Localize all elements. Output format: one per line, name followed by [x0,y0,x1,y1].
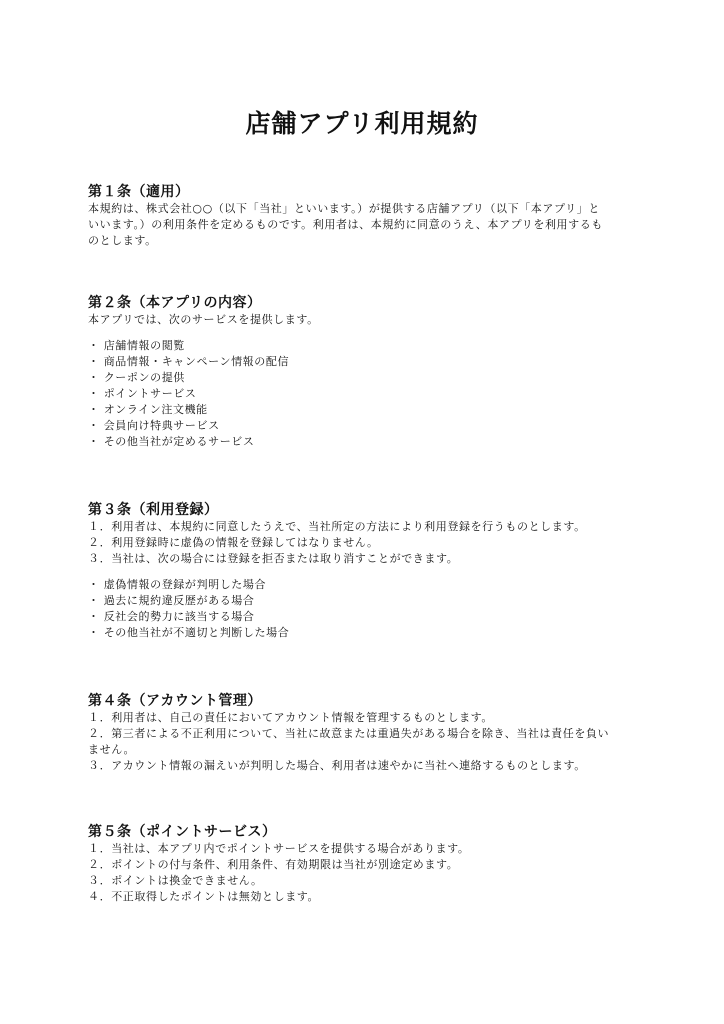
numbered-item: ３．アカウント情報の漏えいが判明した場合、利用者は速やかに当社へ連絡するものとします。 [88,759,586,772]
article-5 [88,823,648,905]
article-text-line: 本規約は、株式会社○○（以下「当社」といいます。）が提供する店舗アプリ（以下「本アプリ」と [88,202,600,215]
article-2 [88,294,648,450]
article-4 [88,692,648,774]
article-heading: 第１条（適用） [88,184,190,200]
numbered-item: ２．第三者による不正利用について、当社に故意または重過失がある場合を除き、当社は責任を負い [88,727,610,740]
bullet-item: ・ クーポンの提供 [88,371,185,384]
bullet-item: ・ その他当社が不適切と判断した場合 [88,626,290,639]
bullet-item: ・ 虚偽情報の登録が判明した場合 [88,578,267,591]
numbered-item: ３．ポイントは換金できません。 [88,874,263,887]
article-intro: 本アプリでは、次のサービスを提供します。 [88,313,319,326]
numbered-item: １．利用者は、本規約に同意したうえで、当社所定の方法により利用登録を行うものとします。 [88,520,586,533]
article-3 [88,501,648,641]
numbered-item: ４．不正取得したポイントは無効とします。 [88,890,320,903]
numbered-item: ません。 [88,743,136,756]
numbered-item: １．利用者は、自己の責任においてアカウント情報を管理するものとします。 [88,711,494,724]
article-heading: 第２条（本アプリの内容） [88,295,262,311]
document-title: 店舗アプリ利用規約 [245,109,479,138]
article-1 [88,183,648,249]
bullet-item: ・ オンライン注文機能 [88,403,208,416]
bullet-item: ・ 過去に規約違反歴がある場合 [88,594,255,607]
article-heading: 第３条（利用登録） [88,502,219,518]
numbered-item: １．当社は、本アプリ内でポイントサービスを提供する場合があります。 [88,842,470,855]
numbered-item: ２．利用登録時に虚偽の情報を登録してはなりません。 [88,536,379,549]
bullet-item: ・ 反社会的勢力に該当する場合 [88,610,255,623]
bullet-item: ・ 商品情報・キャンペーン情報の配信 [88,355,290,368]
article-heading: 第５条（ポイントサービス） [88,824,277,840]
numbered-item: ２．ポイントの付与条件、利用条件、有効期限は当社が別途定めます。 [88,858,459,871]
numbered-item: ３．当社は、次の場合には登録を拒否または取り消すことができます。 [88,552,459,565]
article-heading: 第４条（アカウント管理） [88,693,262,709]
bullet-item: ・ 会員向け特典サービス [88,419,220,432]
bullet-item: ・ 店舗情報の閲覧 [88,339,185,352]
bullet-item: ・ ポイントサービス [88,387,197,400]
article-text-line: のとします。 [88,234,157,247]
article-text-line: いいます。）の利用条件を定めるものです。利用者は、本規約に同意のうえ、本アプリを利用するも [88,218,603,231]
bullet-item: ・ その他当社が定めるサービス [88,435,255,448]
